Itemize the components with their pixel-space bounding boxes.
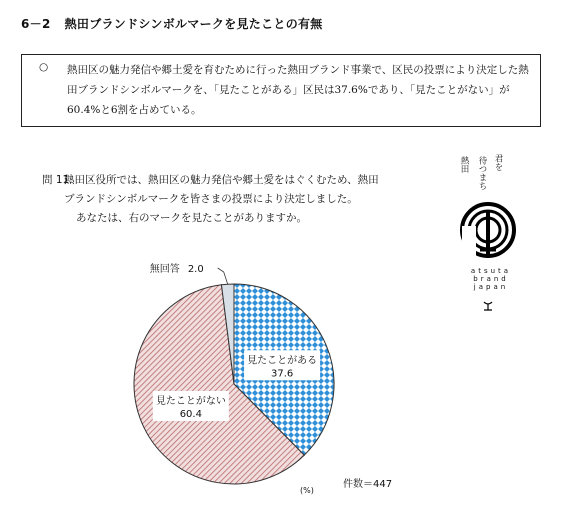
question-line-1: 熱田区役所では、熱田区の魅力発信や郷土愛をはぐくむため、熱田 [64,174,379,186]
value-unseen: 60.4 [179,408,202,420]
label-no-answer: 無回答 [149,264,180,275]
label-unseen: 見たことがない [155,395,226,407]
value-no-answer: 2.0 [187,264,204,275]
logo-text-atsuta: 熱田 [459,156,469,173]
unit-label: (%) [300,486,314,495]
question-line-3: あなたは、右のマークを見たことがありますか。 [76,212,307,224]
question-number: 問 11. [42,174,73,186]
respondent-count: 件数＝447 [343,479,393,490]
section-number: 6－2 [21,17,51,31]
summary-text: 熱田区の魅力発信や郷土愛を育むために行った熱田ブランド事業で、区民の投票により決定した熱田ブランドシンボルマークを、「見たことがある」区民は37.6%であり、「見たことがない」が60.4%と6割を占めている。 [67,64,529,116]
bullet-icon: ○ [39,61,49,73]
logo-text-kimiwo: 君を [493,154,503,171]
value-seen: 37.6 [270,368,294,380]
logo-latin-text: atsuta brand japan [470,267,512,291]
section-title: 熱田ブランドシンボルマークを見たことの有無 [64,17,323,31]
leader-line-no-answer [218,268,228,284]
logo-text-matsumachi: 待つまち [477,156,487,190]
label-seen: 見たことがある [247,355,318,367]
question-line-2: ブランドシンボルマークを皆さまの投票により決定しました。 [64,193,358,205]
